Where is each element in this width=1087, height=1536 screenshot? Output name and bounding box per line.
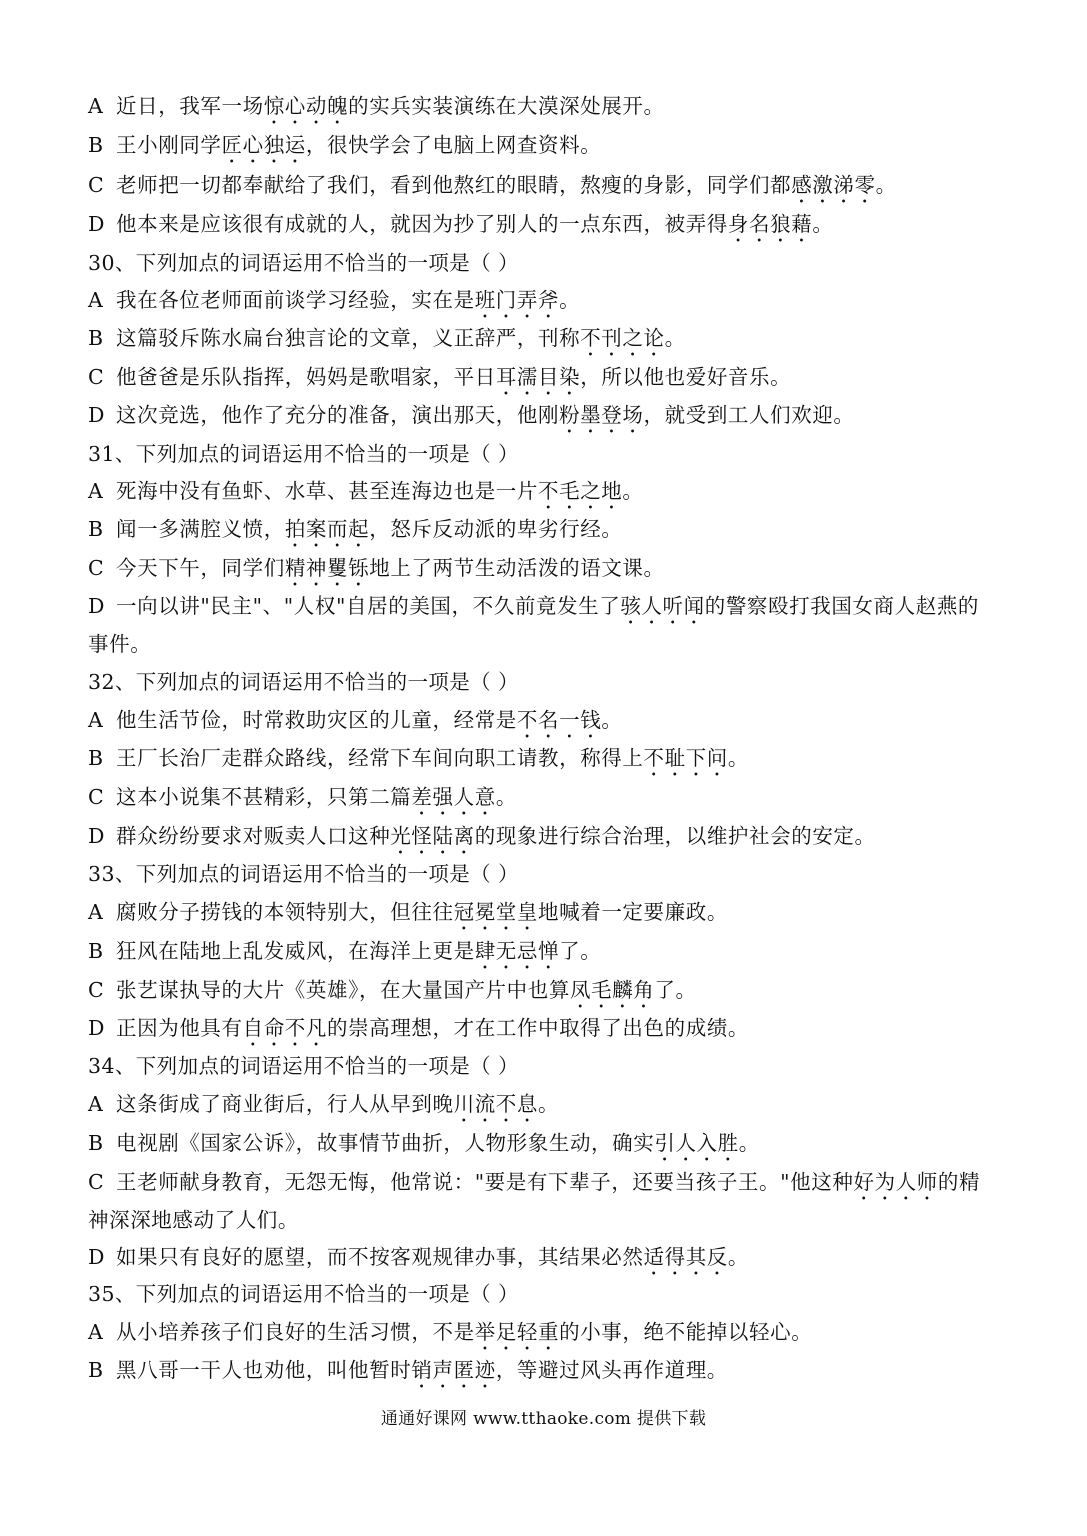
text-segment: 神深深地感动了人们。 <box>88 1208 299 1232</box>
answer-option <box>88 401 1007 438</box>
answer-option <box>88 1014 1007 1051</box>
answer-option <box>88 1318 1007 1355</box>
text-segment: 的现象进行综合治理，以维护社会的安定。 <box>474 824 876 848</box>
answer-option <box>88 783 1007 820</box>
emphasized-idiom: 川流不息 <box>453 1092 539 1116</box>
answer-option <box>88 171 1007 208</box>
answer-option <box>88 976 1007 1013</box>
text-segment: ，就受到工人们欢迎。 <box>643 403 855 427</box>
text-segment: 。 <box>601 708 623 732</box>
text-segment: 狂风在陆地上乱发威风，在海洋上更是 <box>116 939 475 963</box>
text-segment: 。 <box>727 746 750 770</box>
text-segment: ，所以他也爱好音乐。 <box>580 365 792 389</box>
option-label: C <box>88 978 105 1002</box>
text-segment: ，很快学会了电脑上网查资料。 <box>305 133 602 157</box>
emphasized-idiom: 好为人师 <box>853 1170 938 1194</box>
text-segment: 张艺谋执导的大片《英雄》，在大量国产片中也算 <box>116 978 570 1002</box>
emphasized-idiom: 匠心独运 <box>221 133 306 157</box>
question-stem <box>88 249 1007 277</box>
option-label: A <box>88 94 104 118</box>
text-segment: ，怒斥反动派的卑劣行经。 <box>369 517 623 541</box>
text-segment: 了。 <box>559 939 602 963</box>
text-segment: 王厂长治厂走群众路线，经常下车间向职工请教，称得上 <box>116 746 644 770</box>
emphasized-idiom: 身名狼藉 <box>727 212 813 236</box>
text-segment: ，等避过风头再作道理。 <box>495 1358 728 1382</box>
page-footer: 通通好课网 www.tthaoke.com 提供下载 <box>380 1409 707 1429</box>
emphasized-idiom: 不毛之地 <box>538 479 623 503</box>
option-label: C <box>88 785 105 809</box>
option-label: C <box>88 173 105 197</box>
continuation-line <box>88 1206 1007 1234</box>
answer-option <box>88 554 1007 591</box>
answer-option <box>88 822 1007 859</box>
text-segment: 的警察殴打我国女商人赵燕的 <box>704 594 980 618</box>
text-segment: 他本来是应该很有成就的人，就因为抄了别人的一点东西，被弄得 <box>116 212 728 236</box>
option-label: D <box>88 1016 106 1040</box>
text-segment: 。 <box>727 1245 750 1269</box>
text-segment: 闻一多满腔义愤， <box>116 517 285 541</box>
emphasized-idiom: 不刊之论 <box>580 326 665 350</box>
text-segment: 死海中没有鱼虾、水草、甚至连海边也是一片 <box>116 479 538 503</box>
text-segment: 地喊着一定要廉政。 <box>538 900 728 924</box>
emphasized-idiom: 不耻下问 <box>643 746 728 770</box>
answer-option <box>88 210 1007 247</box>
answer-option <box>88 324 1007 361</box>
emphasized-idiom: 班门弄斧 <box>474 288 560 312</box>
text-segment: 正因为他具有 <box>116 1016 243 1040</box>
text-segment: 王小刚同学 <box>116 133 222 157</box>
text-segment: 黑八哥一干人也劝他，叫他暂时 <box>116 1358 412 1382</box>
continuation-line <box>88 630 1007 658</box>
text-segment: 他生活节俭，时常救助灾区的儿童，经常是 <box>116 708 517 732</box>
emphasized-idiom: 举足轻重 <box>474 1320 560 1344</box>
emphasized-idiom: 拍案而起 <box>284 517 370 541</box>
option-label: D <box>88 212 106 236</box>
text-segment: 这篇驳斥陈水扁台独言论的文章，义正辞严，刊称 <box>116 326 581 350</box>
emphasized-idiom: 差强人意 <box>411 785 496 809</box>
text-segment: 。 <box>738 1131 760 1155</box>
answer-option <box>88 515 1007 552</box>
answer-option <box>88 1090 1007 1127</box>
option-label: A <box>88 900 104 924</box>
question-stem <box>88 1052 1007 1080</box>
answer-option <box>88 1356 1007 1393</box>
answer-option <box>88 898 1007 935</box>
emphasized-idiom: 销声匿迹 <box>411 1358 496 1382</box>
text-segment: 30、下列加点的词语运用不恰当的一项是（ ） <box>88 251 519 275</box>
question-stem <box>88 440 1007 468</box>
emphasized-idiom: 骇人听闻 <box>620 594 705 618</box>
answer-option <box>88 937 1007 974</box>
emphasized-idiom: 凤毛麟角 <box>569 978 655 1002</box>
text-segment: 一向以讲"民主"、"人权"自居的美国，不久前竟发生了 <box>116 594 621 618</box>
emphasized-idiom: 自命不凡 <box>242 1016 328 1040</box>
emphasized-idiom: 不名一钱 <box>516 708 602 732</box>
answer-option <box>88 592 1007 629</box>
answer-option <box>88 286 1007 323</box>
option-label: B <box>88 1358 104 1382</box>
text-segment: 的实兵实装演练在大漠深处展开。 <box>348 94 665 118</box>
answer-option <box>88 363 1007 400</box>
text-segment: 腐败分子捞钱的本领特别大，但往往 <box>116 900 454 924</box>
option-label: C <box>88 556 105 580</box>
option-label: D <box>88 403 106 427</box>
text-segment: 这条街成了商业街后，行人从早到晚 <box>116 1092 454 1116</box>
emphasized-idiom: 感激涕零 <box>791 173 876 197</box>
text-segment: 了。 <box>654 978 697 1002</box>
emphasized-idiom: 精神矍铄 <box>284 556 370 580</box>
text-segment: 。 <box>664 326 686 350</box>
emphasized-idiom: 惊心动魄 <box>263 94 349 118</box>
option-label: B <box>88 326 104 350</box>
text-segment: 老师把一切都奉献给了我们，看到他熬红的眼睛，熬瘦的身影，同学们都 <box>116 173 792 197</box>
text-segment: 。 <box>812 212 834 236</box>
option-label: B <box>88 746 104 770</box>
text-segment: 地上了两节生动活泼的语文课。 <box>369 556 665 580</box>
emphasized-idiom: 光怪陆离 <box>390 824 475 848</box>
text-segment: 34、下列加点的词语运用不恰当的一项是（ ） <box>88 1054 519 1078</box>
option-label: A <box>88 288 104 312</box>
text-segment: 近日，我军一场 <box>116 94 264 118</box>
text-segment: 事件。 <box>88 632 152 656</box>
option-label: D <box>88 594 106 618</box>
answer-option <box>88 1168 1007 1205</box>
text-segment: 。 <box>875 173 897 197</box>
question-stem <box>88 1280 1007 1308</box>
option-label: D <box>88 824 106 848</box>
emphasized-idiom: 粉墨登场 <box>559 403 644 427</box>
text-segment: 电视剧《国家公诉》，故事情节曲折，人物形象生动，确实 <box>116 1131 655 1155</box>
text-segment: 从小培养孩子们良好的生活习惯，不是 <box>116 1320 475 1344</box>
option-label: B <box>88 1131 104 1155</box>
text-segment: 的崇高理想，才在工作中取得了出色的成绩。 <box>327 1016 750 1040</box>
option-label: B <box>88 939 104 963</box>
option-label: B <box>88 133 104 157</box>
text-segment: 31、下列加点的词语运用不恰当的一项是（ ） <box>88 442 519 466</box>
text-segment: 32、下列加点的词语运用不恰当的一项是（ ） <box>88 670 519 694</box>
text-segment: 群众纷纷要求对贩卖人口这种 <box>116 824 391 848</box>
text-segment: 今天下午，同学们 <box>116 556 285 580</box>
text-segment: 的精 <box>937 1170 981 1194</box>
answer-option <box>88 1129 1007 1166</box>
answer-option <box>88 1243 1007 1280</box>
emphasized-idiom: 冠冕堂皇 <box>453 900 539 924</box>
question-stem <box>88 668 1007 696</box>
option-label: A <box>88 479 104 503</box>
text-segment: 35、下列加点的词语运用不恰当的一项是（ ） <box>88 1282 519 1306</box>
text-segment: 王老师献身教育，无怨无悔，他常说："要是有下辈子，还要当孩子王。"他这种 <box>116 1170 854 1194</box>
text-segment: 这本小说集不甚精彩，只第二篇 <box>116 785 412 809</box>
text-segment: 。 <box>622 479 644 503</box>
answer-option <box>88 131 1007 168</box>
option-label: C <box>88 1170 105 1194</box>
emphasized-idiom: 肆无忌惮 <box>474 939 560 963</box>
text-segment: 。 <box>559 288 581 312</box>
option-label: B <box>88 517 104 541</box>
text-segment: 。 <box>538 1092 560 1116</box>
answer-option <box>88 92 1007 129</box>
text-segment: 他爸爸是乐队指挥，妈妈是歌唱家，平日 <box>116 365 496 389</box>
option-label: A <box>88 708 104 732</box>
answer-option <box>88 706 1007 743</box>
text-segment: 如果只有良好的愿望，而不按客观规律办事，其结果必然 <box>116 1245 644 1269</box>
text-segment: 这次竞选，他作了充分的准备，演出那天，他刚 <box>116 403 560 427</box>
option-label: C <box>88 365 105 389</box>
answer-option <box>88 477 1007 514</box>
answer-option <box>88 744 1007 781</box>
option-label: A <box>88 1320 104 1344</box>
text-segment: 33、下列加点的词语运用不恰当的一项是（ ） <box>88 862 519 886</box>
option-label: A <box>88 1092 104 1116</box>
emphasized-idiom: 耳濡目染 <box>495 365 581 389</box>
text-segment: 的小事，绝不能掉以轻心。 <box>559 1320 813 1344</box>
emphasized-idiom: 引人入胜 <box>654 1131 739 1155</box>
text-segment: 。 <box>495 785 517 809</box>
emphasized-idiom: 适得其反 <box>643 1245 728 1269</box>
option-label: D <box>88 1245 106 1269</box>
question-stem <box>88 860 1007 888</box>
text-segment: 我在各位老师面前谈学习经验，实在是 <box>116 288 475 312</box>
